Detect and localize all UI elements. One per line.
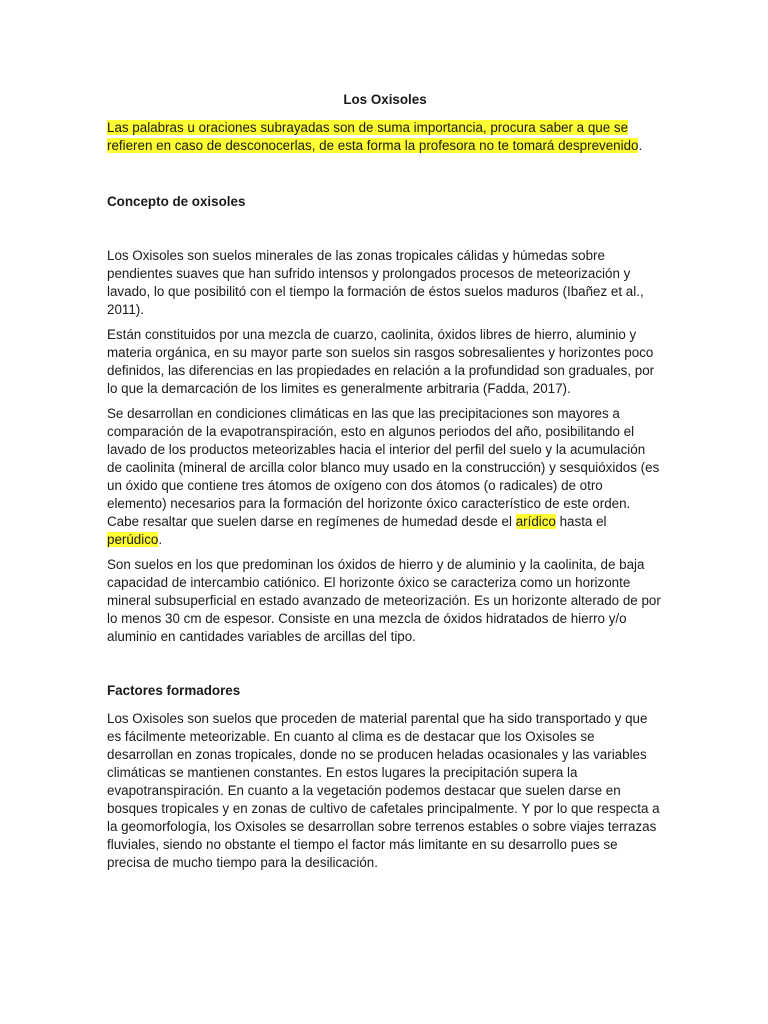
- paragraph-concepto-2: Están constituidos por una mezcla de cuarzo, caolinita, óxidos libres de hierro, aluminio y materia orgánica, en su mayor parte son suelos sin rasgos sobresalientes y horizontes poco definidos, las diferencias en las propiedades en relación a la profundidad son graduales, por lo que la demarcación de los limites es generalmente arbitraria (Fadda, 2017).: [107, 327, 655, 396]
- intro-note: [107, 119, 663, 155]
- section-heading-factores: Factores formadores: [107, 683, 241, 698]
- paragraph-factores-1: Los Oxisoles son suelos que proceden de material parental que ha sido transportado y que es fácilmente meteorizable. En cuanto al clima es de destacar que los Oxisoles se desarrollan en zonas tropicales, donde no se producen heladas ocasionales y las variables climáticas se mantienen constantes. En estos lugares la precipitación supera la evapotranspiración. En cuanto a la vegetación podemos destacar que suelen darse en bosques tropicales y en zonas de cultivo de cafetales principalmente. Y por lo que respecta a la geomorfología, los Oxisoles se desarrollan sobre terrenos estables o sobre viajes terrazas fluviales, siendo no obstante el tiempo el factor más limitante en su desarrollo pues se precisa de mucho tiempo para la desilicación.: [107, 711, 660, 870]
- paragraph-concepto-3-part1: Se desarrollan en condiciones climáticas en las que las precipitaciones son mayores a comparación de la evapotranspiración, esto en algunos periodos del año, posibilitando el lavado de los productos meteorizables hacia el interior del perfil del suelo y la acumulación de caolinita (mineral de arcilla color blanco muy usado en la construcción) y sesquióxidos (es un óxido que contiene tres átomos de oxígeno con dos átomos (o radicales) de otro elemento) necesarios para la formación del horizonte óxico característico de este orden. Cabe resaltar que suelen darse en regímenes de humedad desde el: [107, 406, 660, 529]
- paragraph-concepto-3-part2: hasta el: [555, 514, 607, 529]
- paragraph-concepto-1: Los Oxisoles son suelos minerales de las zonas tropicales cálidas y húmedas sobre pendientes suaves que han sufrido intensos y prolongados procesos de meteorización y lavado, lo que posibilitó con el tiempo la formación de éstos suelos maduros (Ibañez et al., 2011).: [107, 248, 644, 317]
- paragraph-concepto-4: Son suelos en los que predominan los óxidos de hierro y de aluminio y la caolinita, de baja capacidad de intercambio catiónico. El horizonte óxico se caracteriza como un horizonte mineral subsuperficial en estado avanzado de meteorización. Es un horizonte alterado de por lo menos 30 cm de espesor. Consiste en una mezcla de óxidos hidratados de hierro y/o aluminio en cantidades variables de arcillas del tipo.: [107, 557, 661, 644]
- section-heading-concepto: Concepto de oxisoles: [107, 194, 246, 209]
- paragraph-concepto-3: [107, 405, 663, 549]
- paragraph-concepto-3-part3: .: [158, 532, 163, 547]
- highlight-aridico: arídico: [515, 514, 556, 529]
- document-page: [107, 88, 663, 872]
- document-title: Los Oxisoles: [343, 92, 427, 107]
- intro-tail: .: [638, 138, 643, 153]
- intro-highlighted-text: Las palabras u oraciones subrayadas son de suma importancia, procura saber a que se refieren en caso de desconocerlas, de esta forma la profesora no te tomará desprevenido: [107, 120, 639, 153]
- highlight-perudico: perúdico: [107, 532, 159, 547]
